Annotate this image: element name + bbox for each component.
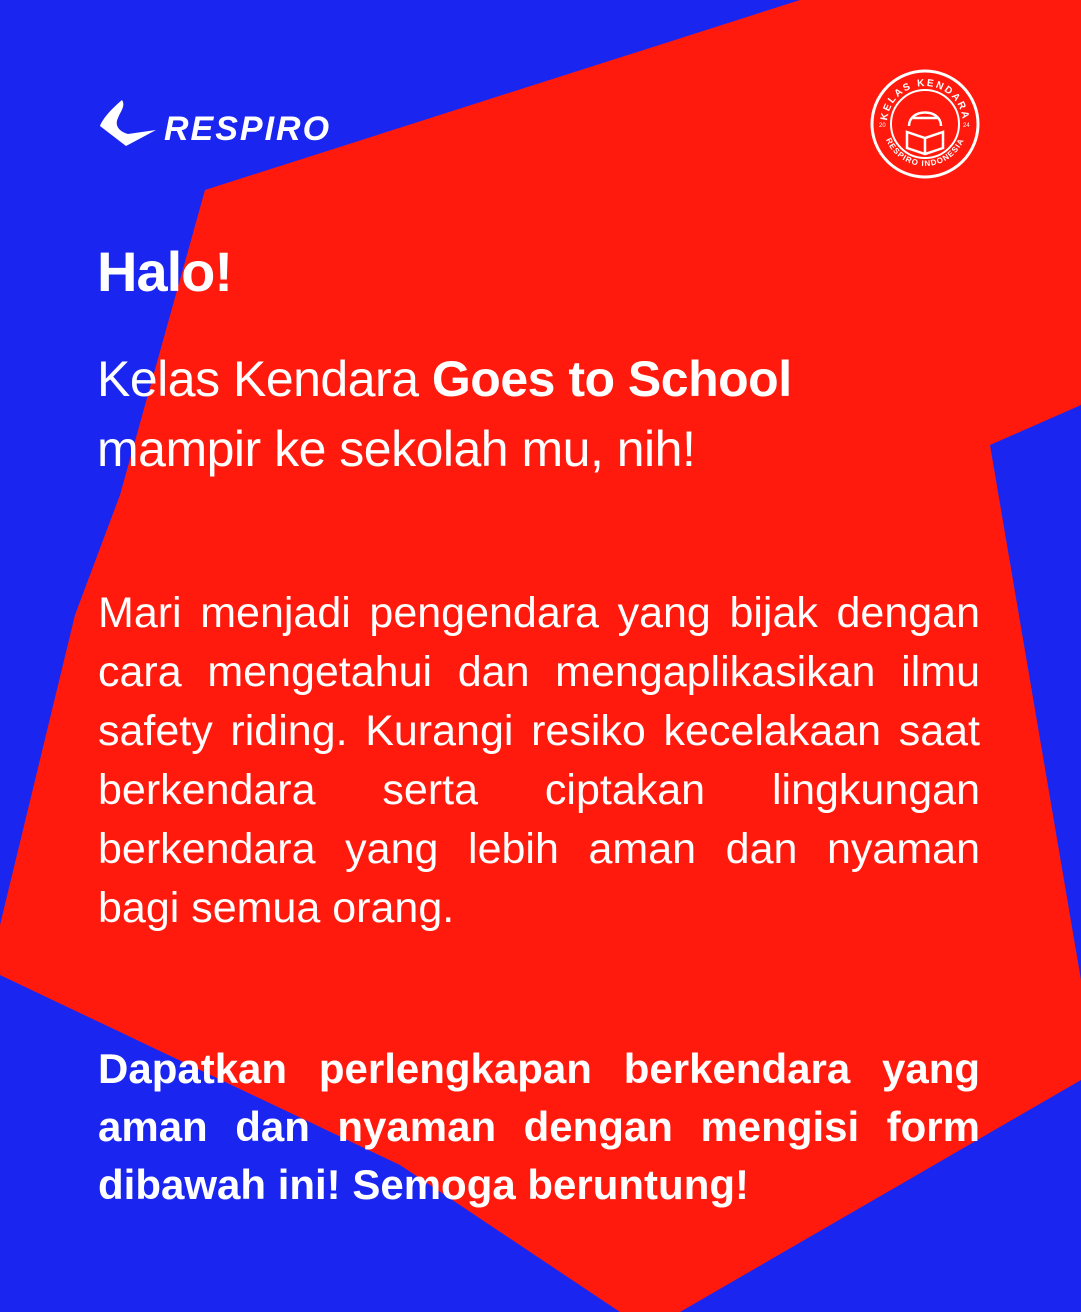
helmet-book-icon bbox=[907, 113, 943, 155]
cta-paragraph: Dapatkan perlengkapan berkendara yang aman dan nyaman dengan mengisi form dibawah ini! Semoga beruntung! bbox=[98, 1045, 980, 1208]
badge-top-text: KELAS KENDARA bbox=[879, 77, 971, 122]
headline-bold: Goes to School bbox=[431, 351, 792, 407]
badge-bottom-text: RESPIRO INDONESIA bbox=[884, 136, 966, 169]
kelas-kendara-badge bbox=[869, 68, 981, 180]
headline-part3: mampir ke sekolah mu, nih! bbox=[97, 421, 696, 477]
badge-year-right: 24 bbox=[963, 123, 970, 129]
badge-year-left: 20 bbox=[879, 123, 886, 129]
respiro-logo bbox=[100, 98, 395, 150]
body-paragraph: Mari menjadi pengendara yang bijak dengan cara mengetahui dan mengaplikasikan ilmu safety riding. Kurangi resiko kecelakaan saat berkendara serta ciptakan lingkungan berkendara yang lebih aman dan nyaman bagi semua orang. bbox=[98, 589, 980, 932]
respiro-logo-wordmark: RESPIRO bbox=[164, 110, 332, 148]
greeting-heading: Halo! bbox=[97, 240, 232, 303]
respiro-logo-icon bbox=[100, 100, 156, 146]
headline-part1: Kelas Kendara bbox=[97, 351, 432, 407]
headline bbox=[97, 344, 997, 484]
